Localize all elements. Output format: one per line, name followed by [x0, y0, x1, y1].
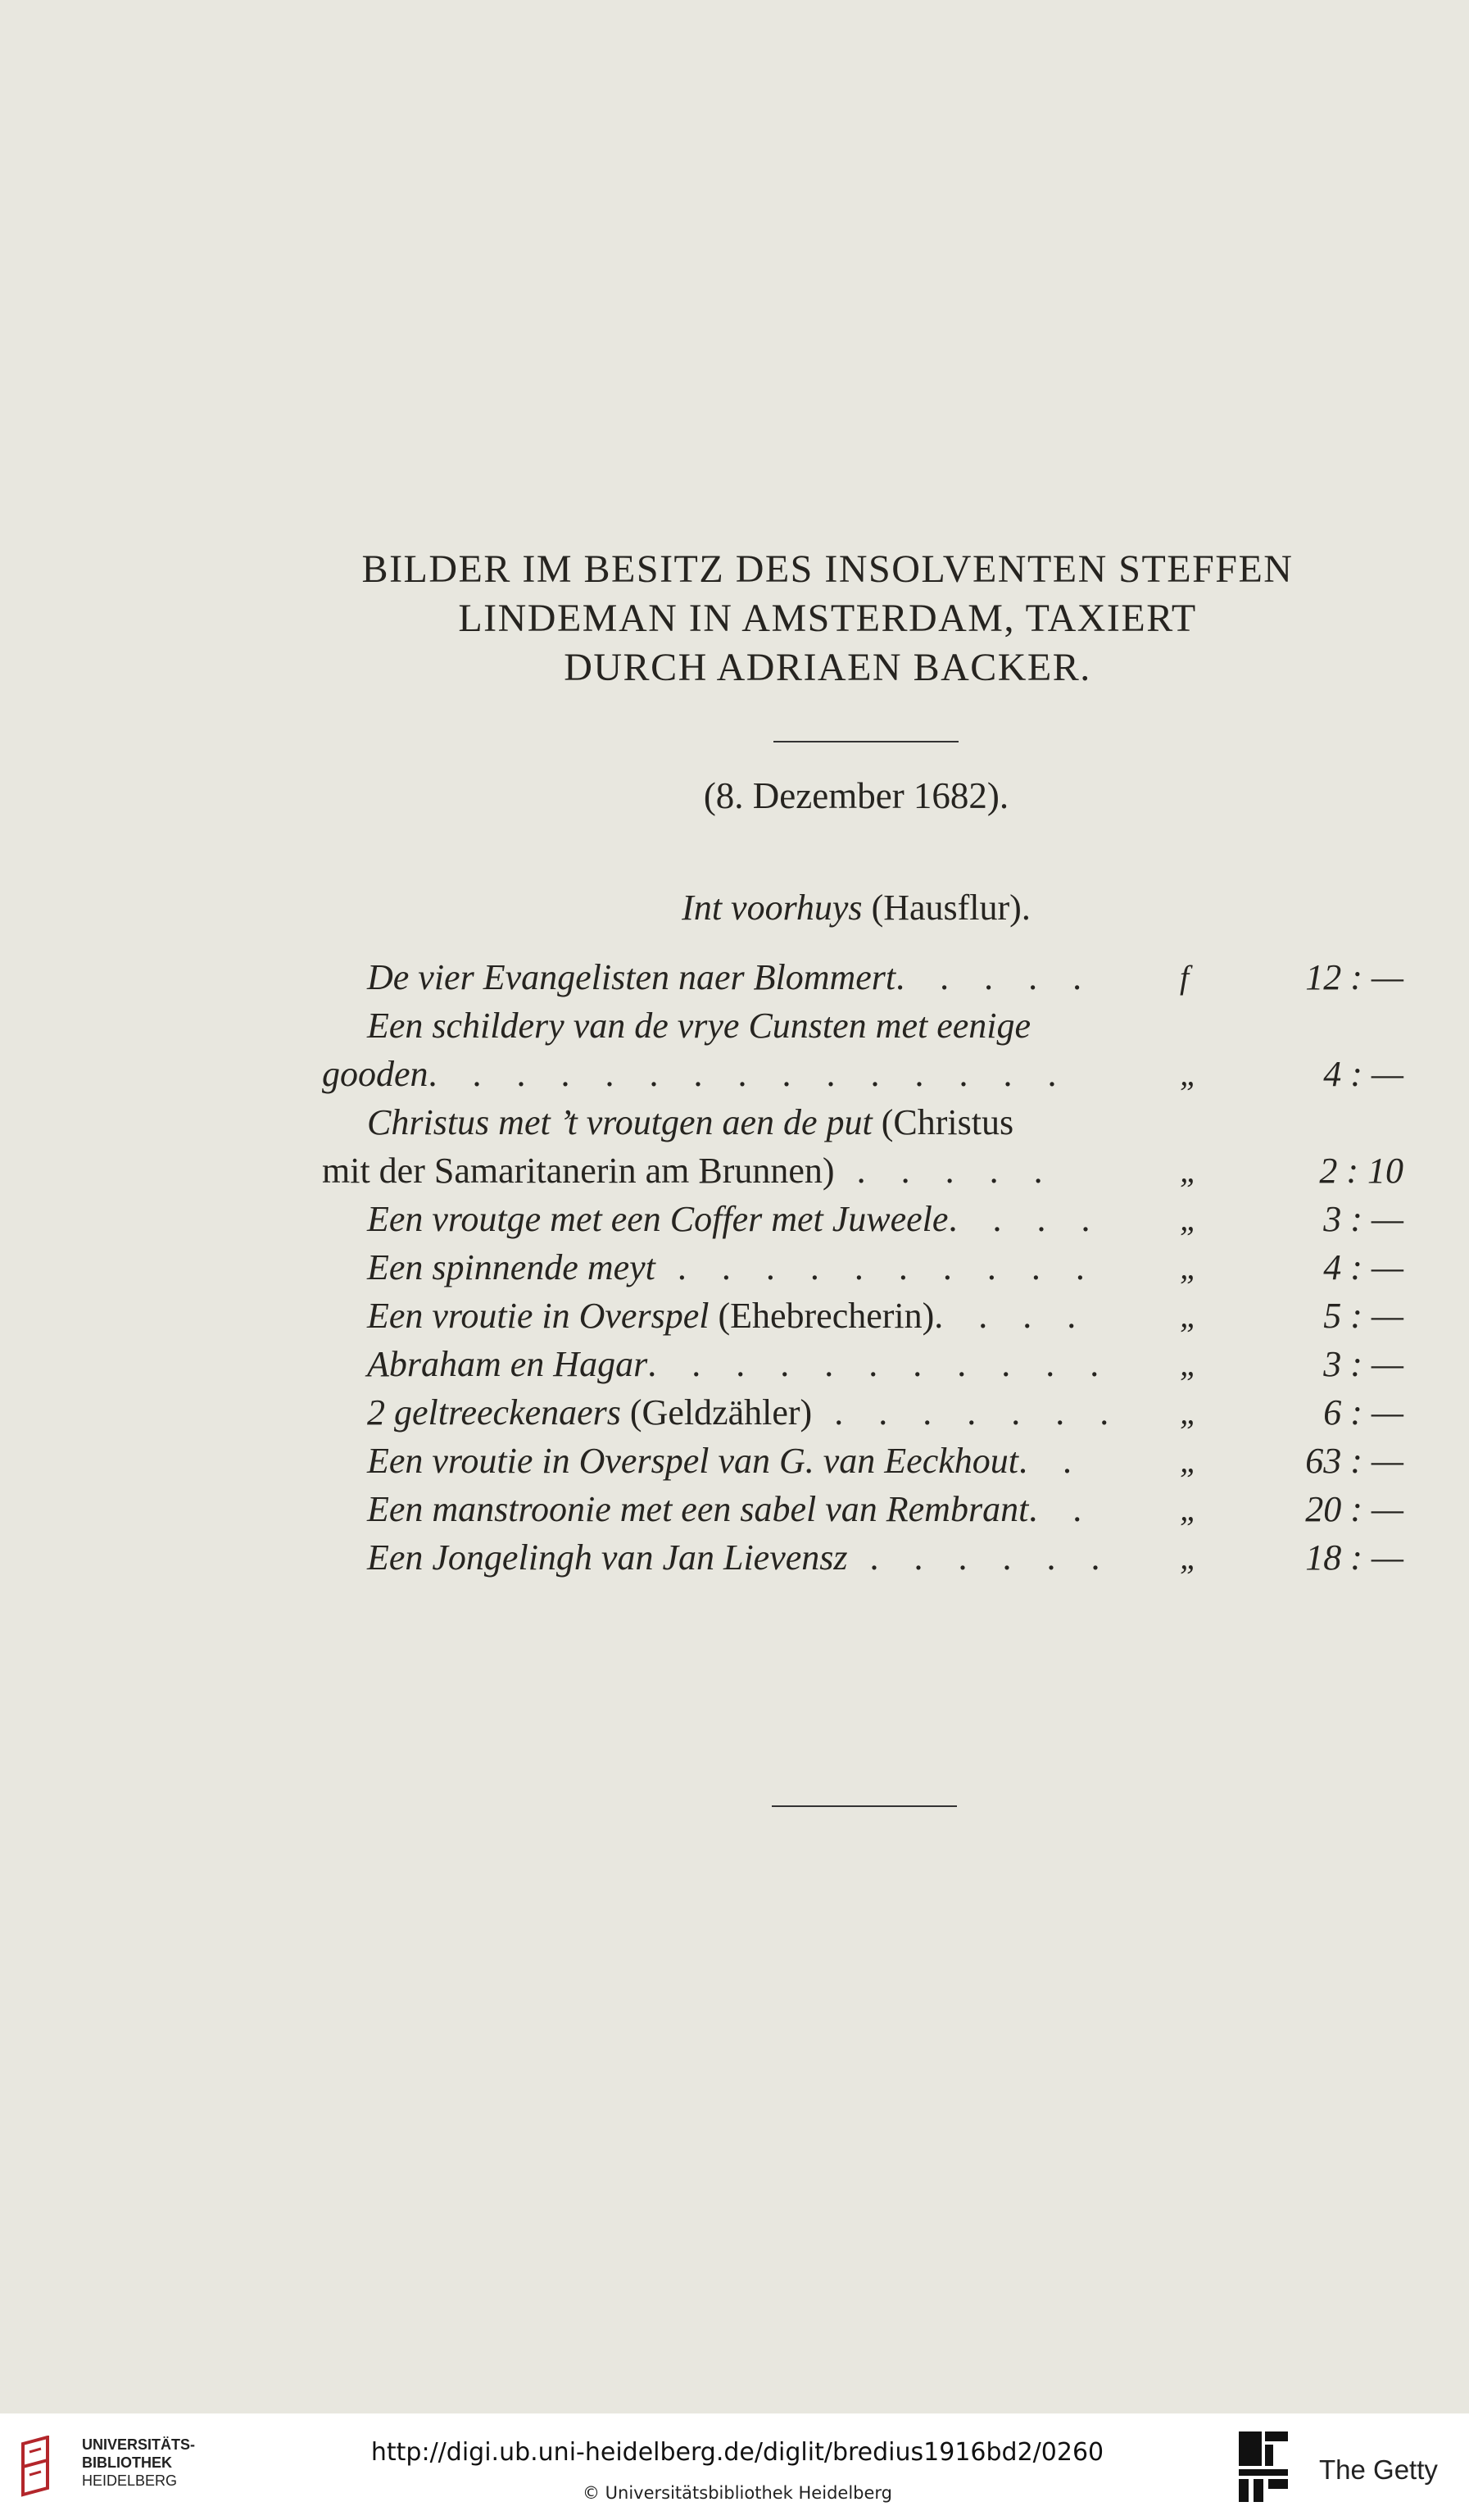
entry-text [367, 1437, 1085, 1485]
entry-row [322, 1146, 1403, 1195]
price-value: 4 : — [1323, 1054, 1403, 1094]
entry-text [367, 1098, 1013, 1146]
entry-row [322, 953, 1403, 1001]
entry-text [322, 1146, 1056, 1195]
entry-title: Christus met ’t vroutgen aen de put [367, 1102, 873, 1142]
entry-text [367, 1533, 1113, 1582]
heading-line-2: LINDEMAN IN AMSTERDAM, TAXIERT [458, 597, 1197, 640]
heading-divider [773, 741, 959, 742]
entry-title: Een manstroonie met een sabel van Rembrant [367, 1489, 1029, 1529]
entry-note: (Christus [872, 1102, 1014, 1142]
entry-title: Een schildery van de vrye Cunsten met eenige [367, 1006, 1031, 1046]
entry-title: De vier Evangelisten naer Blommert [367, 957, 896, 997]
leader-dots: . . . . . . . . . . [655, 1247, 1098, 1287]
entry-title: 2 geltreeckenaers [367, 1392, 621, 1433]
entry-row [322, 1243, 1403, 1292]
library-emblem-icon [15, 2436, 72, 2501]
price-value: 18 : — [1305, 1537, 1403, 1578]
entry-row [322, 1340, 1403, 1388]
entry-title: Een Jongelingh van Jan Lievensz [367, 1537, 848, 1578]
entry-note: (Ehebrecherin) [709, 1296, 935, 1336]
getty-label: The Getty [1319, 2454, 1438, 2485]
currency-mark: „ [1180, 1056, 1199, 1092]
entry-title: Een spinnende meyt [367, 1247, 655, 1287]
entry-row [322, 1195, 1403, 1243]
currency-mark: „ [1180, 1442, 1199, 1479]
entry-row [322, 1292, 1403, 1340]
entry-row [322, 1388, 1403, 1437]
price-value: 5 : — [1323, 1296, 1403, 1336]
date-line: (8. Dezember 1682). [703, 775, 1009, 816]
entry-text [367, 1001, 1031, 1050]
page-heading [270, 545, 1385, 692]
permalink-url[interactable]: http://digi.ub.uni-heidelberg.de/diglit/bredius1916bd2/0260 [370, 2438, 1104, 2467]
price-value: 3 : — [1323, 1344, 1403, 1384]
leader-dots: . . . . . [834, 1151, 1056, 1191]
leader-dots: . . . . . . . . . . . [647, 1344, 1113, 1384]
currency-mark: „ [1180, 1539, 1199, 1576]
price-value: 12 : — [1305, 957, 1403, 997]
entry-text [367, 1485, 1095, 1533]
end-divider [772, 1805, 957, 1807]
getty-logo-icon [1237, 2430, 1290, 2504]
library-logo [15, 2432, 196, 2506]
entry-note: (Geldzähler) [620, 1392, 813, 1433]
entry-text [322, 1050, 1070, 1098]
library-name-line-2: BIBLIOTHEK [82, 2454, 172, 2471]
inventory-list [322, 953, 1403, 1582]
entry-row [322, 1533, 1403, 1582]
price-value: 3 : — [1323, 1199, 1403, 1239]
price-value: 2 : 10 [1319, 1151, 1403, 1191]
leader-dots: . . . . [948, 1199, 1104, 1239]
heading-line-1: BILDER IM BESITZ DES INSOLVENTEN STEFFEN [361, 547, 1294, 591]
price-value: 63 : — [1305, 1441, 1403, 1481]
library-name-line-3: HEIDELBERG [82, 2472, 178, 2489]
entry-title: Een vroutge met een Coffer met Juweele [367, 1199, 949, 1239]
currency-mark: „ [1180, 1152, 1199, 1189]
entry-text [367, 953, 1095, 1001]
entry-title: Een vroutie in Overspel van G. van Eeckhout [367, 1441, 1018, 1481]
leader-dots: . . . . . . . [812, 1392, 1122, 1433]
entry-title: gooden [322, 1054, 428, 1094]
entry-row [322, 1098, 1403, 1146]
price-value: 4 : — [1323, 1247, 1403, 1287]
price-value: 6 : — [1323, 1392, 1403, 1433]
currency-mark: „ [1180, 1394, 1199, 1431]
leader-dots: . . . . . [895, 957, 1095, 997]
entry-text [367, 1195, 1103, 1243]
entry-note: mit der Samaritanerin am Brunnen) [322, 1151, 835, 1191]
currency-mark: f [1180, 959, 1190, 996]
leader-dots: . . . . . . . . . . . . . . . [428, 1054, 1070, 1094]
entry-text [367, 1340, 1112, 1388]
currency-mark: „ [1180, 1249, 1199, 1286]
leader-dots: . . [1028, 1489, 1095, 1529]
currency-mark: „ [1180, 1297, 1199, 1334]
entry-row [322, 1001, 1403, 1050]
section-title-plain: (Hausflur). [862, 888, 1031, 928]
currency-mark: „ [1180, 1201, 1199, 1237]
heading-line-3: DURCH ADRIAEN BACKER. [564, 646, 1091, 689]
currency-mark: „ [1180, 1491, 1199, 1528]
leader-dots: . . [1018, 1441, 1085, 1481]
copyright-notice: © Universitätsbibliothek Heidelberg [582, 2483, 892, 2503]
entry-text [367, 1292, 1089, 1340]
entry-title: Abraham en Hagar [367, 1344, 648, 1384]
entry-text [367, 1243, 1098, 1292]
currency-mark: „ [1180, 1346, 1199, 1383]
entry-row [322, 1050, 1403, 1098]
entry-row [322, 1485, 1403, 1533]
entry-text [367, 1388, 1122, 1437]
leader-dots: . . . . [934, 1296, 1090, 1336]
entry-title: Een vroutie in Overspel [367, 1296, 710, 1336]
leader-dots: . . . . . . [847, 1537, 1113, 1578]
section-title-italic: Int voorhuys [682, 888, 863, 928]
entry-row [322, 1437, 1403, 1485]
section-title [270, 887, 1442, 929]
library-name-line-1: UNIVERSITÄTS- [82, 2436, 196, 2453]
price-value: 20 : — [1305, 1489, 1403, 1529]
